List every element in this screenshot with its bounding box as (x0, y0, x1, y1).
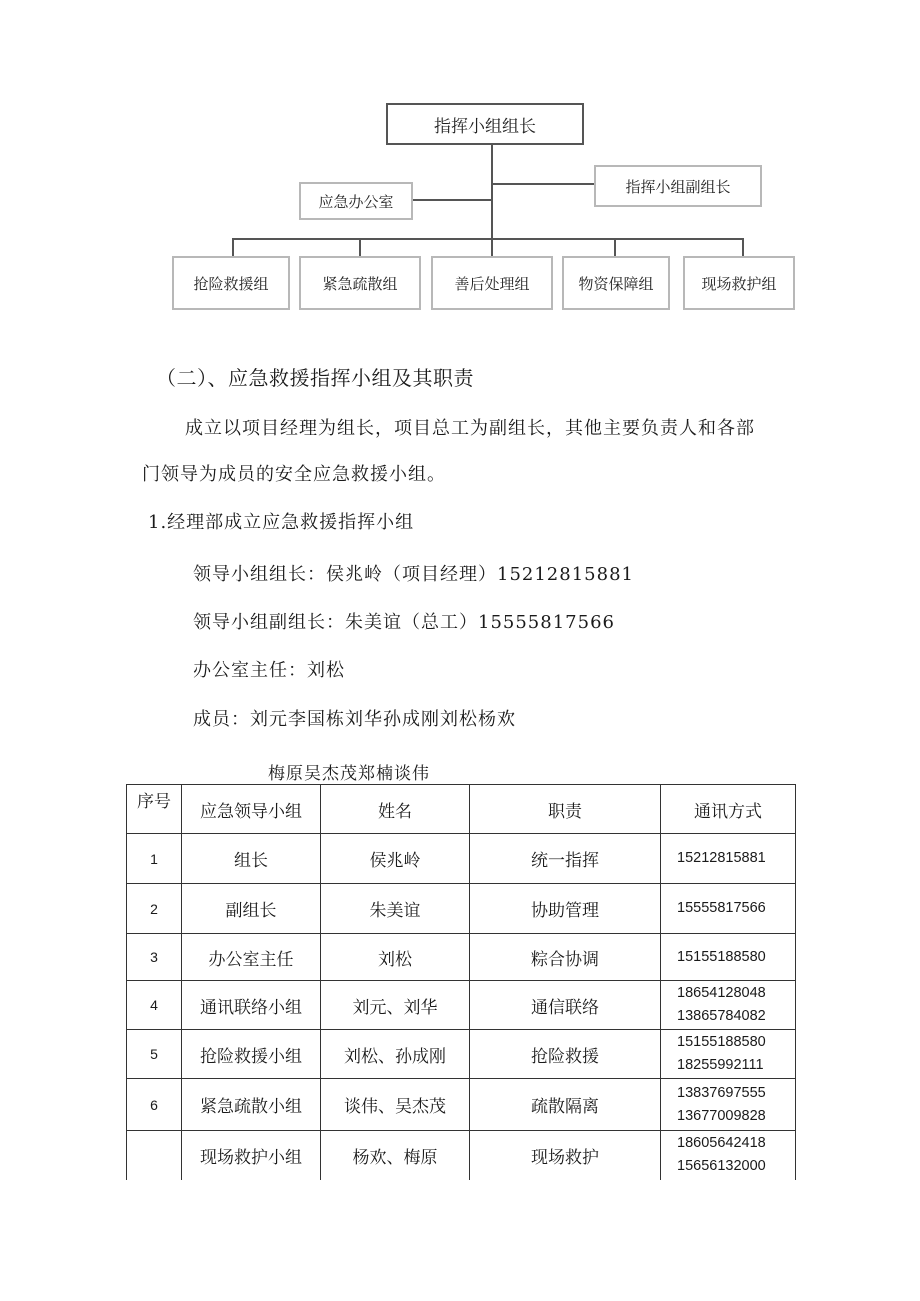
members-line: 成员：刘元李国栋刘华孙成刚刘松杨欢 (193, 709, 516, 730)
office-line: 办公室主任：刘松 (193, 660, 345, 681)
cell-duty: 抢险救援 (470, 1030, 661, 1079)
phone-number: 15212815881 (677, 850, 766, 866)
cell-no: 3 (127, 934, 182, 981)
cell-group: 办公室主任 (182, 934, 321, 981)
table-row (127, 981, 796, 1030)
org-group-label: 善后处理组 (454, 274, 530, 293)
phone-number: 13837697555 (677, 1084, 766, 1101)
phone-number: 15555817566 (677, 900, 766, 916)
org-group-box-5 (683, 256, 795, 310)
org-office-label: 应急办公室 (318, 192, 394, 211)
table-row (127, 884, 796, 934)
cell-phone (661, 1131, 796, 1180)
cell-group: 紧急疏散小组 (182, 1079, 321, 1131)
phone-number: 15155188580 (677, 1034, 766, 1050)
org-office-box (299, 182, 413, 220)
cell-group: 组长 (182, 834, 321, 884)
cell-no (127, 1131, 182, 1180)
cell-no: 5 (127, 1030, 182, 1079)
phone-number: 18255992111 (677, 1057, 764, 1073)
table-header-row (127, 785, 796, 834)
table-row (127, 1030, 796, 1079)
org-group-label: 物资保障组 (578, 274, 654, 293)
cell-no: 4 (127, 981, 182, 1030)
intro-line-1: 成立以项目经理为组长，项目总工为副组长，其他主要负责人和各部 (185, 418, 755, 439)
cell-group: 通讯联络小组 (182, 981, 321, 1030)
connector-drop-3 (491, 238, 493, 256)
cell-duty: 协助管理 (470, 884, 661, 934)
connector-drop-1 (232, 238, 234, 256)
section-heading: （二）、应急救援指挥小组及其职责 (156, 366, 474, 390)
cell-phone (661, 1030, 796, 1079)
header-cell-contact: 通讯方式 (661, 785, 796, 834)
connector-drop-2 (359, 238, 361, 256)
org-group-label: 抢险救援组 (193, 274, 269, 293)
org-group-label: 紧急疏散组 (322, 274, 398, 293)
phone-number: 15656132000 (677, 1158, 766, 1175)
deputy-line: 领导小组副组长：朱美谊（总工）15555817566 (193, 612, 615, 633)
cell-duty: 现场救护 (470, 1131, 661, 1180)
cell-duty: 疏散隔离 (470, 1079, 661, 1131)
cell-name: 杨欢、梅原 (321, 1131, 470, 1180)
header-cell-seq: 序号 (127, 785, 182, 834)
phone-number: 15155188580 (677, 948, 766, 965)
phone-number: 18605642418 (677, 1135, 766, 1152)
org-group-box-3 (431, 256, 553, 310)
header-cell-group: 应急领导小组 (182, 785, 321, 834)
connector-deputy (491, 183, 595, 185)
table-row (127, 1131, 796, 1180)
connector-drop-5 (742, 238, 744, 256)
table-row (127, 1079, 796, 1131)
header-cell-name: 姓名 (321, 785, 470, 834)
roster-table (126, 784, 796, 1180)
cell-no: 6 (127, 1079, 182, 1131)
org-group-box-4 (562, 256, 670, 310)
cell-phone (661, 934, 796, 981)
cell-name: 刘松、孙成刚 (321, 1030, 470, 1079)
table-row (127, 834, 796, 884)
org-top-label: 指挥小组组长 (434, 116, 536, 137)
cell-group: 现场救护小组 (182, 1131, 321, 1180)
org-deputy-box (594, 165, 762, 207)
org-group-box-2 (299, 256, 421, 310)
table-row (127, 934, 796, 981)
cell-duty: 统一指挥 (470, 834, 661, 884)
connector-drop-4 (614, 238, 616, 256)
connector-bus (232, 238, 744, 240)
cell-name: 朱美谊 (321, 884, 470, 934)
phone-number: 13865784082 (677, 1008, 766, 1024)
connector-office (413, 199, 493, 201)
org-chart (0, 0, 920, 330)
cell-name: 侯兆岭 (321, 834, 470, 884)
subheading: 1.经理部成立应急救援指挥小组 (148, 512, 415, 533)
org-deputy-label: 指挥小组副组长 (625, 177, 731, 196)
org-top-box (386, 103, 584, 145)
cell-no: 1 (127, 834, 182, 884)
org-group-box-1 (172, 256, 290, 310)
intro-line-2: 门领导为成员的安全应急救援小组。 (142, 464, 446, 485)
phone-number: 18654128048 (677, 985, 766, 1001)
cell-phone (661, 884, 796, 934)
cell-duty: 通信联络 (470, 981, 661, 1030)
cell-name: 刘松 (321, 934, 470, 981)
cell-phone (661, 1079, 796, 1131)
cell-duty: 粽合协调 (470, 934, 661, 981)
cell-name: 谈伟、吴杰茂 (321, 1079, 470, 1131)
cell-group: 抢险救援小组 (182, 1030, 321, 1079)
cell-name: 刘元、刘华 (321, 981, 470, 1030)
cell-phone (661, 981, 796, 1030)
org-group-label: 现场救护组 (701, 274, 777, 293)
connector-trunk (491, 144, 493, 240)
header-cell-duty: 职责 (470, 785, 661, 834)
leader-line: 领导小组组长：侯兆岭（项目经理）15212815881 (193, 564, 634, 585)
cell-phone (661, 834, 796, 884)
cell-group: 副组长 (182, 884, 321, 934)
members-continued: 梅原吴杰茂郑楠谈伟 (268, 764, 430, 784)
cell-no: 2 (127, 884, 182, 934)
phone-number: 13677009828 (677, 1107, 766, 1124)
